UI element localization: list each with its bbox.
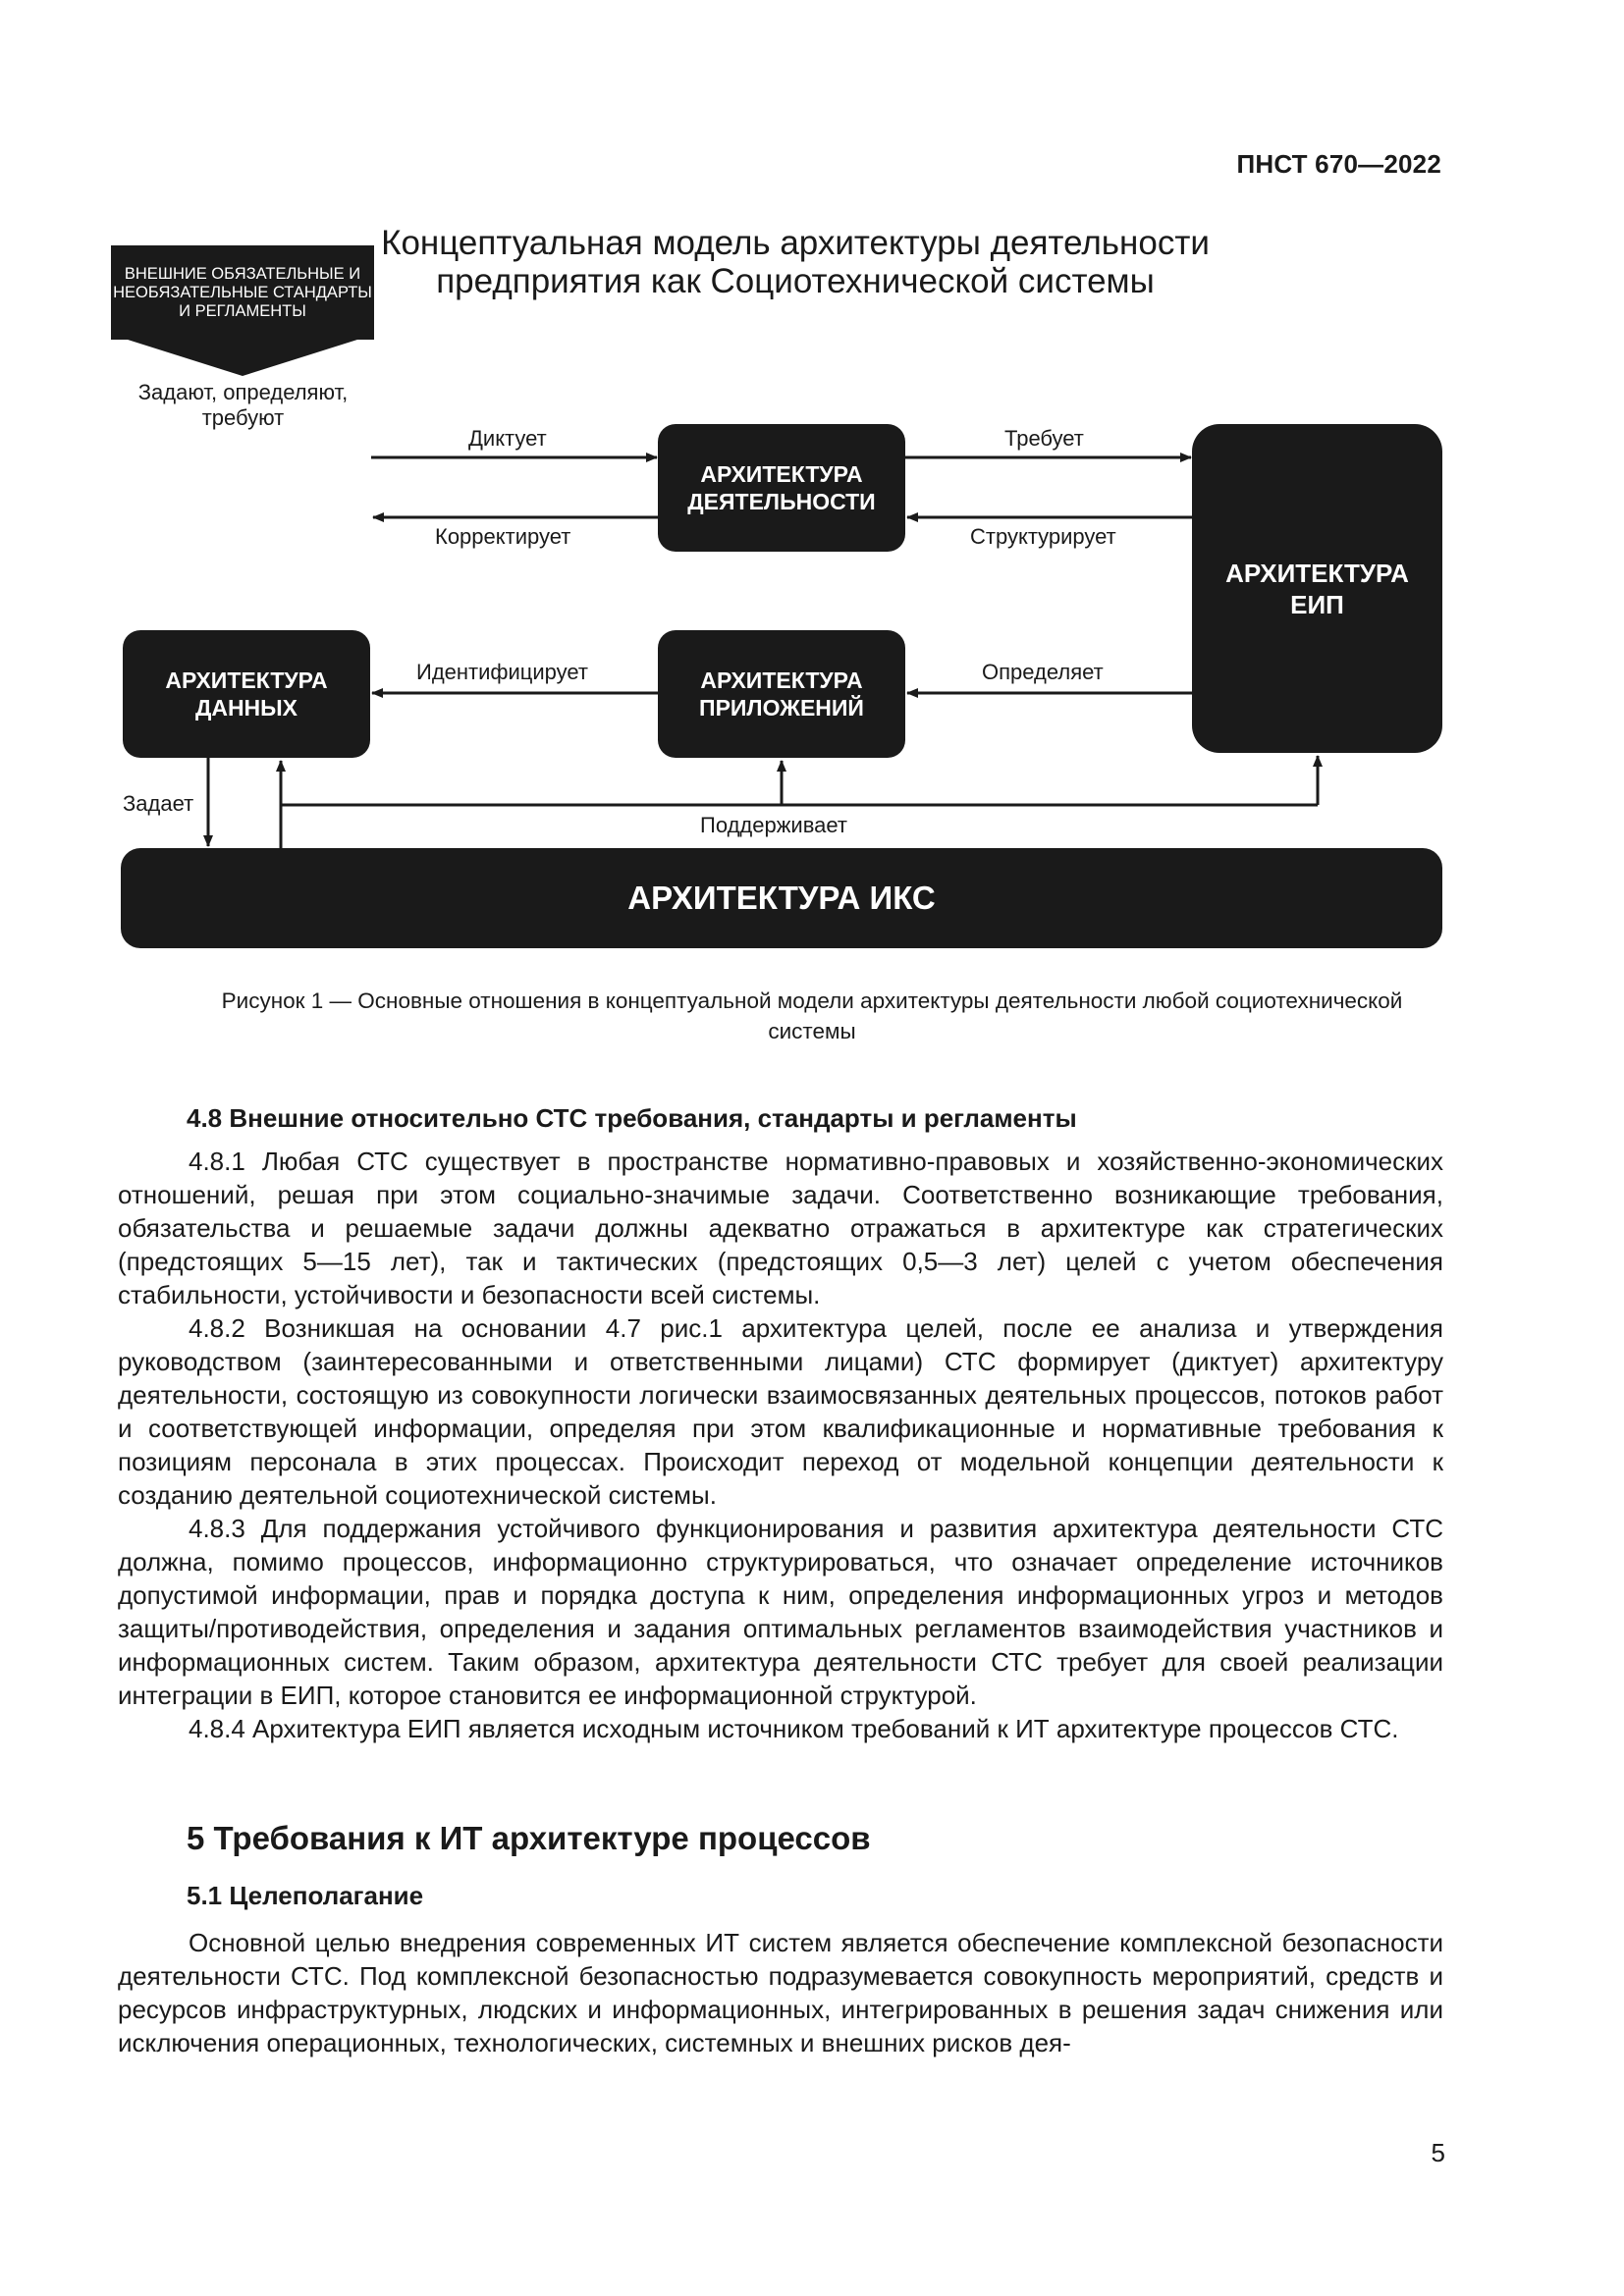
structures-label: Структурирует [970,524,1116,549]
section-4-8-body [118,1145,1443,1745]
sets-label: Задает [123,791,194,816]
dictates-label: Диктует [468,426,547,451]
architecture-diagram [0,0,1624,1043]
defines-label: Определяет [982,660,1104,684]
paragraph-4-8-1: 4.8.1 Любая СТС существует в пространстве нормативно-правовых и хозяйственно-экономических отношений, решая при этом социально-значимые задачи. Соответственно возникающие требования, обязательства и решаемые задачи должны адекватно отражаться в архитектуре как стратегических (предстоящих 5—15 лет), так и тактических (предстоящих 0,5—3 лет) целей с учетом обеспечения стабильности, устойчивости и безопасности всей системы. [118,1147,1443,1309]
paragraph-4-8-2: 4.8.2 Возникшая на основании 4.7 рис.1 архитектура целей, после ее анализа и утверждения руководством (заинтересованными и ответственными лицами) СТС формирует (диктует) архитектуру деятельности, состоящую из совокупности логически взаимосвязанных деятельных процессов, потоков работ и соответствующей информации, определяя при этом квалификационные и нормативные требования к позициям персонала в этих процессах. Происходит переход от модельной концепции деятельности к созданию деятельной социотехнической системы. [118,1313,1443,1510]
external-standards-label: ВНЕШНИЕ ОБЯЗАТЕЛЬНЫЕ И НЕОБЯЗАТЕЛЬНЫЕ СТАНДАРТЫ И РЕГЛАМЕНТЫ [113,264,372,320]
external-standards-caption: Задают, определяют, требуют [137,380,349,430]
data-architecture-label: АРХИТЕКТУРА ДАННЫХ [165,667,328,721]
section-5-1-body [118,1926,1443,2059]
corrects-label: Корректирует [435,524,571,549]
iks-architecture-label: АРХИТЕКТУРА ИКС [627,880,936,916]
paragraph-4-8-3: 4.8.3 Для поддержания устойчивого функционирования и развития архитектура деятельности СТС должна, помимо процессов, информационно структурироваться, что означает определение источников допустимой информации, прав и порядка доступа к ним, определения информационных угроз и методов защиты/противодействия, определения и задания оптимальных регламентов взаимодействия участников и информационных систем. Таким образом, архитектура деятельности СТС требует для своей реализации интеграции в ЕИП, которое становится ее информационной структурой. [118,1514,1443,1710]
diagram-title: Концептуальная модель архитектуры деятельности предприятия как Социотехнической системы [381,224,1210,300]
supports-label: Поддерживает [700,813,847,837]
section-5-1-heading: 5.1 Целеполагание [187,1881,424,1910]
document-code: ПНСТ 670—2022 [1236,149,1441,179]
figure-caption: Рисунок 1 — Основные отношения в концептуальной модели архитектуры деятельности любой социотехнической системы [221,988,1403,1043]
paragraph-5-1: Основной целью внедрения современных ИТ систем является обеспечение комплексной безопасности деятельности СТС. Под комплексной безопасностью подразумевается совокупность мероприятий, средств и ресурсов инфраструктурных, людских и информационных, интегрированных в решения задач снижения или исключения операционных, технологических, системных и внешних рисков дея- [118,1928,1443,2057]
identifies-label: Идентифицирует [416,660,589,684]
apps-architecture-label: АРХИТЕКТУРА ПРИЛОЖЕНИЙ [699,667,864,721]
activity-architecture-label: АРХИТЕКТУРА ДЕЯТЕЛЬНОСТИ [687,461,876,514]
page-number: 5 [1431,2138,1445,2167]
eip-architecture-label: АРХИТЕКТУРА ЕИП [1225,558,1409,619]
section-5-heading: 5 Требования к ИТ архитектуре процессов [187,1820,871,1856]
requires-label: Требует [1004,426,1084,451]
paragraph-4-8-4: 4.8.4 Архитектура ЕИП является исходным источником требований к ИТ архитектуре процессов СТС. [189,1714,1399,1743]
section-4-8-heading: 4.8 Внешние относительно СТС требования, стандарты и регламенты [187,1103,1077,1133]
